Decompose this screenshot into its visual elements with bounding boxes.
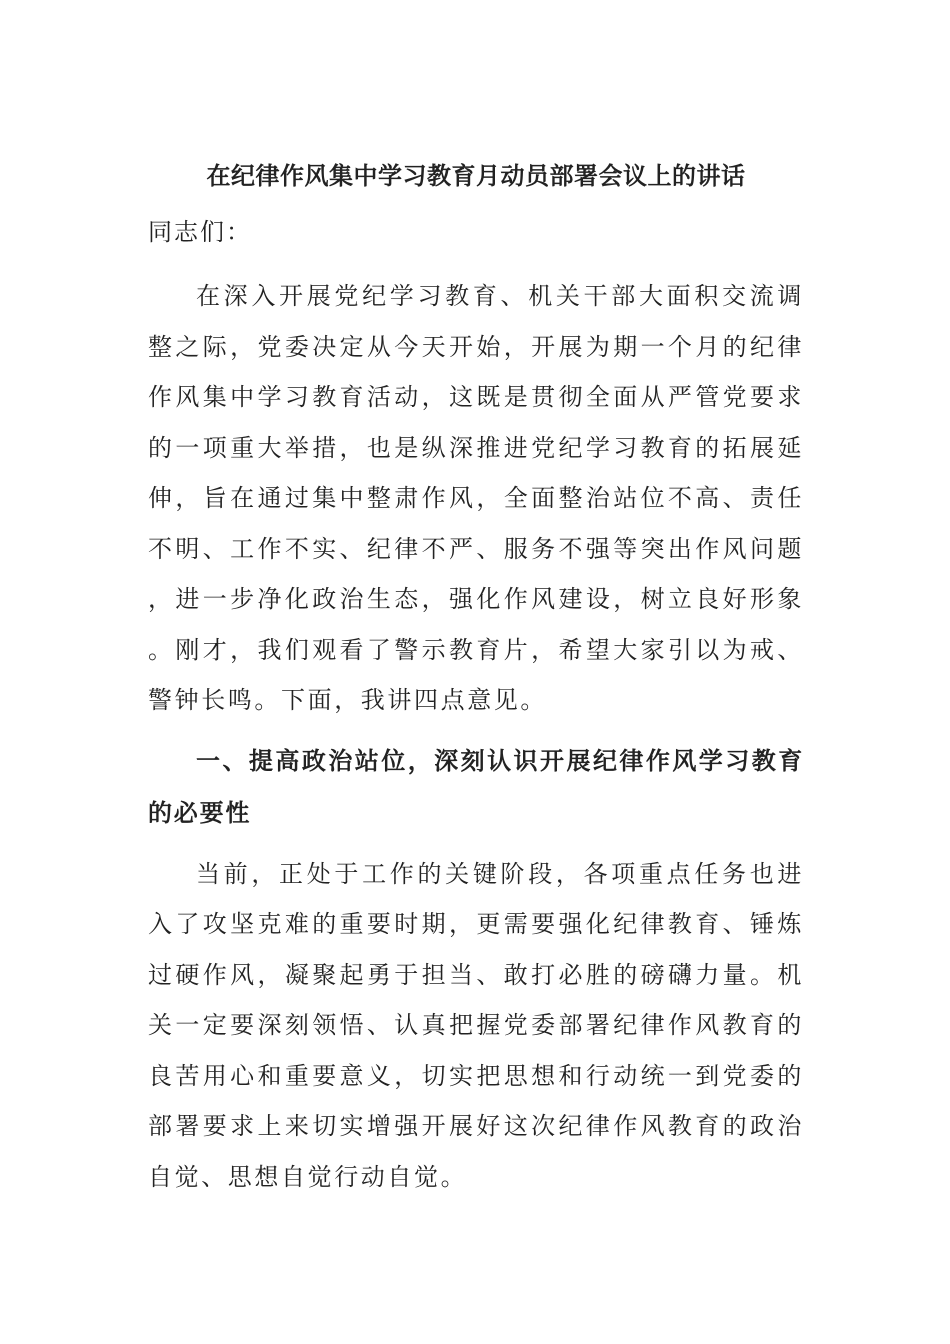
document-title: 在纪律作风集中学习教育月动员部署会议上的讲话: [206, 161, 746, 190]
section-heading-1: 一、提高政治站位，深刻认识开展纪律作风学习教育的必要性: [148, 745, 804, 827]
paragraph-intro: 在深入开展党纪学习教育、机关干部大面积交流调整之际，党委决定从今天开始，开展为期一个月的纪律作风集中学习教育活动，这既是贯彻全面从严管党要求的一项重大举措，也是纵深推进党纪学习教育的拓展延伸，旨在通过集中整肃作风，全面整治站位不高、责任不明、工作不实、纪律不严、服务不强等突出作风问题，进一步净化政治生态，强化作风建设，树立良好形象。刚才，我们观看了警示教育片，希望大家引以为戒、警钟长鸣。下面，我讲四点意见。: [148, 282, 804, 714]
document-body: [148, 151, 804, 1202]
salutation: 同志们：: [148, 218, 252, 246]
paragraph-section-1: 当前，正处于工作的关键阶段，各项重点任务也进入了攻坚克难的重要时期，更需要强化纪律教育、锤炼过硬作风，凝聚起勇于担当、敢打必胜的磅礴力量。机关一定要深刻领悟、认真把握党委部署纪律作风教育的良苦用心和重要意义，切实把思想和行动统一到党委的部署要求上来切实增强开展好这次纪律作风教育的政治自觉、思想自觉行动自觉。: [148, 859, 804, 1191]
